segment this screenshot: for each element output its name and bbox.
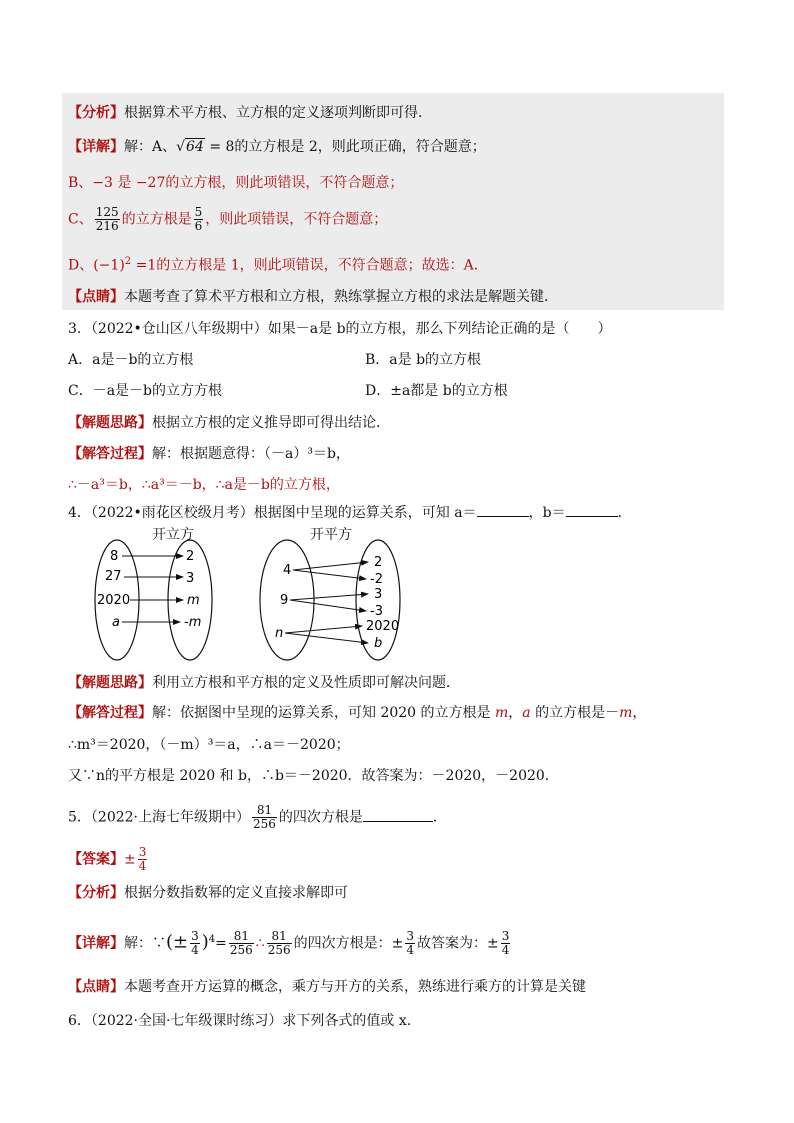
q5-stem-end: ． xyxy=(432,809,447,826)
q6-stem: 6．（2022·全国·七年级课时练习）求下列各式的值或 x. xyxy=(68,1013,412,1029)
q4-idea-tag: 【解题思路】 xyxy=(68,675,152,691)
right-arrow-4 xyxy=(290,600,366,611)
q5-detail-open: (± xyxy=(166,931,189,953)
left-in-27: 27 xyxy=(105,569,122,584)
q4-stem-end: ． xyxy=(617,505,632,521)
option-d-answer: A xyxy=(463,257,474,274)
q4-proc-comma2: ， xyxy=(632,705,647,721)
q5-detail-frac5: $\frac{3}{4}$ xyxy=(501,929,510,958)
detail-line: 【详解】解：A、√64 = 8的立方根是 2，则此项正确，符合题意； xyxy=(68,139,486,155)
q5-detail-therefore: ∴ xyxy=(255,935,265,952)
q5-point-line xyxy=(68,977,586,997)
q5-answer-pm: ± xyxy=(124,851,136,868)
left-out-2: 2 xyxy=(186,549,195,564)
left-in-2020: 2020 xyxy=(97,593,131,608)
option-b-line xyxy=(68,173,403,193)
option-d-text2: =1的立方根是 1，则此项错误，不符合题意；故选： xyxy=(131,257,464,274)
q4-proc-a: a xyxy=(522,705,531,721)
option-d-text1: D、(−1) xyxy=(68,257,125,274)
q4-blank-b[interactable] xyxy=(566,502,618,517)
point-text: 本题考查了算术平方根和立方根，熟练掌握立方根的求法是解题关键． xyxy=(124,289,558,305)
q5-detail-frac2: $\frac{81}{256}$ xyxy=(229,929,253,958)
q5-stem-text2: 的四次方根是 xyxy=(278,809,363,826)
right-out-neg3: -3 xyxy=(370,604,383,619)
q4-stem xyxy=(68,502,632,523)
q5-answer-fraction: $\frac{3}{4}$ xyxy=(138,845,147,873)
left-in-a: a xyxy=(112,615,120,630)
q4-proc-m: m xyxy=(494,705,509,721)
right-arrow-6 xyxy=(285,633,368,643)
q4-stem-text: 4．（2022•雨花区校级月考）根据图中呈现的运算关系，可知 a＝ xyxy=(68,505,477,521)
right-diagram-title: 开平方 xyxy=(310,527,352,543)
left-out-m: m xyxy=(187,593,200,608)
q5-analysis-tag: 【分析】 xyxy=(68,885,124,901)
left-out-3: 3 xyxy=(186,571,195,586)
detail-text-a: 解：A、 xyxy=(124,139,177,155)
q4-proc-line3: 又∵n的平方根是 2020 和 b，∴b＝－2020．故答案为：－2020，－2020． xyxy=(68,768,559,784)
mapping-diagram xyxy=(90,522,410,664)
q5-analysis-line xyxy=(68,883,348,903)
q4-proc-line xyxy=(68,703,646,723)
q3-proc-line xyxy=(68,444,350,464)
q4-proc-line2: ∴m³＝2020，（－m）³＝a，∴a＝－2020； xyxy=(68,737,350,753)
q3-proc-text1: 解：根据题意得：（－a）³＝b， xyxy=(152,446,350,462)
right-out-neg2: -2 xyxy=(370,572,383,587)
q5-detail-exp: 4 xyxy=(208,934,216,945)
q4-proc-tag: 【解答过程】 xyxy=(68,705,152,721)
q5-point-text: 本题考查开方运算的概念，乘方与开方的关系，熟练进行乘方的计算是关键 xyxy=(124,979,586,995)
q4-proc-text1a: 解：依据图中呈现的运算关系，可知 2020 的立方根是 xyxy=(152,705,495,721)
q3-option-c: C．－a是－b的立方方根 xyxy=(68,383,223,399)
q5-detail-frac1: $\frac{3}{4}$ xyxy=(191,929,199,958)
q3-option-a: A．a是－b的立方根 xyxy=(68,352,194,368)
q5-detail-close: ) xyxy=(201,931,209,953)
left-in-8: 8 xyxy=(110,549,119,564)
q5-fraction: $\frac{81}{256}$ xyxy=(253,803,276,831)
q5-detail-line xyxy=(68,930,512,957)
detail-tag: 【详解】 xyxy=(68,139,124,155)
q4-idea-line xyxy=(68,673,460,693)
q5-point-tag: 【点睛】 xyxy=(68,979,124,995)
right-arrow-1 xyxy=(293,562,368,570)
right-out-2020: 2020 xyxy=(366,619,400,634)
q5-detail-text3: 故答案为：± xyxy=(417,935,499,952)
option-c-text1: 的立方根是 xyxy=(121,211,192,228)
analysis-line xyxy=(68,103,432,123)
detail-text-a2: = 8的立方根是 2，则此项正确，符合题意； xyxy=(204,139,486,155)
option-b-text: B、−3 是 −27的立方根，则此项错误，不符合题意； xyxy=(68,175,404,191)
q5-detail-frac4: $\frac{3}{4}$ xyxy=(406,929,414,958)
fraction-125-216: $\frac{125}{216}$ xyxy=(95,205,119,233)
q4-proc-m2: m xyxy=(619,705,633,721)
q5-stem-text: 5．（2022·上海七年级期中） xyxy=(68,809,250,826)
q3-idea-tag: 【解题思路】 xyxy=(68,415,152,431)
q5-detail-eq: = xyxy=(215,935,227,952)
option-d-period: ． xyxy=(473,257,488,274)
right-out-b: b xyxy=(374,636,383,651)
q3-option-d: D．±a都是 b的立方根 xyxy=(365,383,508,399)
q4-idea-text: 利用立方根和平方根的定义及性质即可解决问题． xyxy=(152,675,460,691)
right-out-2: 2 xyxy=(374,555,383,570)
q5-answer-tag: 【答案】 xyxy=(68,851,124,868)
right-arrow-2 xyxy=(293,570,366,579)
right-in-9: 9 xyxy=(280,593,289,608)
q5-analysis-text: 根据分数指数幂的定义直接求解即可 xyxy=(124,885,348,901)
option-c-text2: ，则此项错误，不符合题意； xyxy=(205,211,388,228)
option-c-line xyxy=(68,206,387,233)
right-in-n: n xyxy=(275,626,284,641)
q4-proc-text1e: 的立方根是－ xyxy=(530,705,620,721)
q5-answer-line xyxy=(68,846,149,873)
point-tag: 【点睛】 xyxy=(68,289,124,305)
analysis-tag: 【分析】 xyxy=(68,105,124,121)
q5-detail-tag: 【详解】 xyxy=(68,935,124,952)
q4-proc-comma: ， xyxy=(508,705,523,721)
q5-detail-text2: 的四次方根是：± xyxy=(293,935,404,952)
q5-detail-frac3: $\frac{81}{256}$ xyxy=(267,929,291,958)
q3-proc-tag: 【解答过程】 xyxy=(68,446,152,462)
left-diagram-title: 开立方 xyxy=(152,527,194,543)
option-d-exp: 2 xyxy=(124,256,132,267)
point-line xyxy=(68,287,558,307)
option-d-line xyxy=(68,252,488,276)
q5-detail-because: 解：∵ xyxy=(124,935,166,952)
q4-blank-a[interactable] xyxy=(477,502,529,517)
left-out-neg-m: -m xyxy=(184,615,202,630)
q5-stem xyxy=(68,804,447,831)
q3-idea-text: 根据立方根的定义推导即可得出结论． xyxy=(152,415,390,431)
q3-stem: 3．（2022•仓山区八年级期中）如果－a是 b的立方根，那么下列结论正确的是（ ） xyxy=(68,321,612,337)
q5-blank[interactable] xyxy=(363,807,433,822)
q3-option-b: B．a是 b的立方根 xyxy=(365,352,482,368)
q3-idea-line xyxy=(68,413,390,433)
option-c-label: C、 xyxy=(68,211,93,228)
analysis-text: 根据算术平方根、立方根的定义逐项判断即可得． xyxy=(124,105,432,121)
right-arrow-5 xyxy=(285,626,362,633)
q3-proc-line2: ∴－a³＝b，∴a³＝－b，∴a是－b的立方根， xyxy=(68,477,340,493)
fraction-5-6: $\frac{5}{6}$ xyxy=(194,205,203,233)
solution-shaded-box xyxy=(62,93,724,310)
right-in-4: 4 xyxy=(283,563,292,578)
q4-stem-mid: ，b＝ xyxy=(528,505,566,521)
sqrt-radicand: 64 xyxy=(186,139,204,155)
right-out-3: 3 xyxy=(374,587,383,602)
